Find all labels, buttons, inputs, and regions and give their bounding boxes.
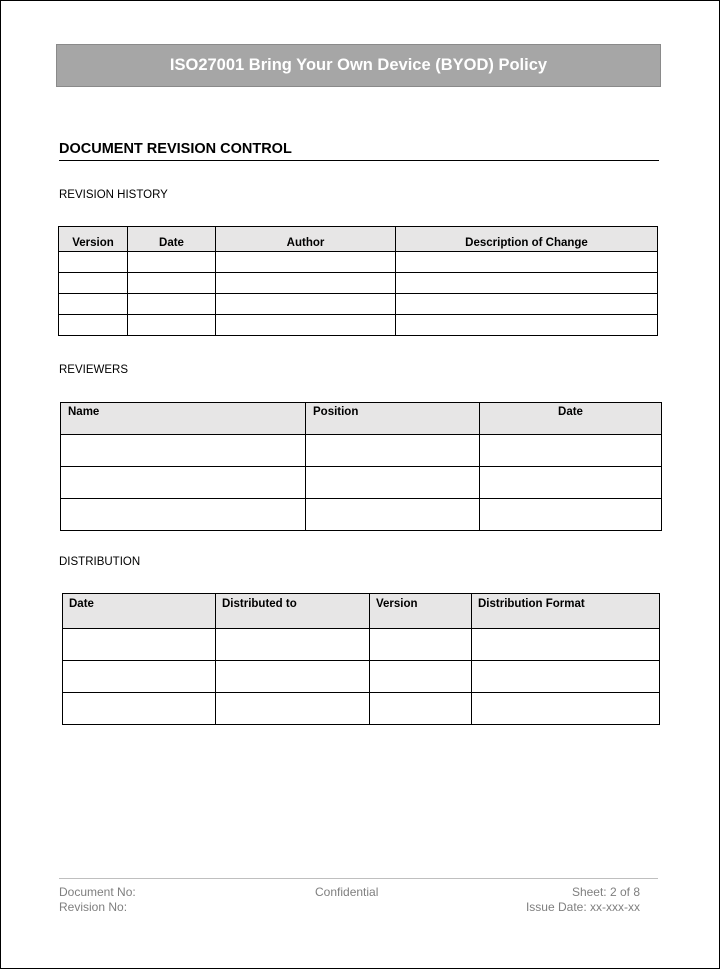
table-cell[interactable]: [63, 693, 216, 725]
column-header-date: Date: [480, 403, 662, 435]
distribution-table: [62, 593, 660, 725]
table-cell[interactable]: [216, 661, 370, 693]
table-row: [59, 315, 658, 336]
table-cell[interactable]: [61, 435, 306, 467]
table-cell[interactable]: [59, 294, 128, 315]
table-cell[interactable]: [61, 467, 306, 499]
table-cell[interactable]: [472, 693, 660, 725]
column-header-name: Name: [61, 403, 306, 435]
table-cell[interactable]: [480, 467, 662, 499]
column-header-date: Date: [63, 594, 216, 629]
table-row: [63, 629, 660, 661]
footer-revision-no: Revision No:: [59, 900, 128, 914]
table-cell[interactable]: [480, 499, 662, 531]
revision-history-table: [58, 226, 658, 336]
reviewers-table: [60, 402, 662, 531]
table-row: [59, 273, 658, 294]
section-title: DOCUMENT REVISION CONTROL: [59, 140, 659, 161]
footer-document-no: Document No:: [59, 885, 136, 899]
table-cell[interactable]: [216, 273, 396, 294]
table-cell[interactable]: [396, 294, 658, 315]
table-cell[interactable]: [128, 273, 216, 294]
table-cell[interactable]: [216, 252, 396, 273]
table-cell[interactable]: [216, 693, 370, 725]
table-cell[interactable]: [480, 435, 662, 467]
footer-divider: [59, 878, 658, 879]
table-row: [63, 661, 660, 693]
table-cell[interactable]: [128, 315, 216, 336]
column-header-description-of-change: Description of Change: [396, 227, 658, 252]
column-header-position: Position: [306, 403, 480, 435]
footer-sheet-number: Sheet: 2 of 8: [571, 885, 640, 899]
column-header-version: Version: [59, 227, 128, 252]
table-cell[interactable]: [216, 629, 370, 661]
table-cell[interactable]: [306, 435, 480, 467]
table-cell[interactable]: [396, 252, 658, 273]
table-header-row: [61, 403, 662, 435]
column-header-version: Version: [370, 594, 472, 629]
table-cell[interactable]: [216, 294, 396, 315]
table-cell[interactable]: [306, 467, 480, 499]
table-row: [63, 693, 660, 725]
table-cell[interactable]: [63, 629, 216, 661]
footer-issue-date: Issue Date: xx-xxx-xx: [525, 900, 640, 914]
table-header-row: [63, 594, 660, 629]
table-row: [61, 499, 662, 531]
table-cell[interactable]: [396, 273, 658, 294]
table-header-row: [59, 227, 658, 252]
distribution-label: DISTRIBUTION: [59, 556, 141, 568]
column-header-distribution-format: Distribution Format: [472, 594, 660, 629]
table-row: [59, 294, 658, 315]
table-cell[interactable]: [63, 661, 216, 693]
table-cell[interactable]: [370, 629, 472, 661]
table-cell[interactable]: [59, 315, 128, 336]
table-row: [61, 467, 662, 499]
table-row: [61, 435, 662, 467]
column-header-distributed-to: Distributed to: [216, 594, 370, 629]
table-cell[interactable]: [472, 661, 660, 693]
table-cell[interactable]: [59, 273, 128, 294]
table-cell[interactable]: [306, 499, 480, 531]
revision-history-label: REVISION HISTORY: [59, 189, 168, 201]
table-cell[interactable]: [370, 661, 472, 693]
table-cell[interactable]: [61, 499, 306, 531]
table-cell[interactable]: [216, 315, 396, 336]
table-row: [59, 252, 658, 273]
table-cell[interactable]: [370, 693, 472, 725]
document-title: ISO27001 Bring Your Own Device (BYOD) Policy: [169, 56, 548, 74]
footer-classification: Confidential: [315, 885, 379, 899]
table-cell[interactable]: [396, 315, 658, 336]
table-cell[interactable]: [128, 294, 216, 315]
table-cell[interactable]: [59, 252, 128, 273]
reviewers-label: REVIEWERS: [59, 364, 129, 376]
document-title-banner: [56, 44, 661, 87]
table-cell[interactable]: [472, 629, 660, 661]
column-header-date: Date: [128, 227, 216, 252]
table-cell[interactable]: [128, 252, 216, 273]
column-header-author: Author: [216, 227, 396, 252]
